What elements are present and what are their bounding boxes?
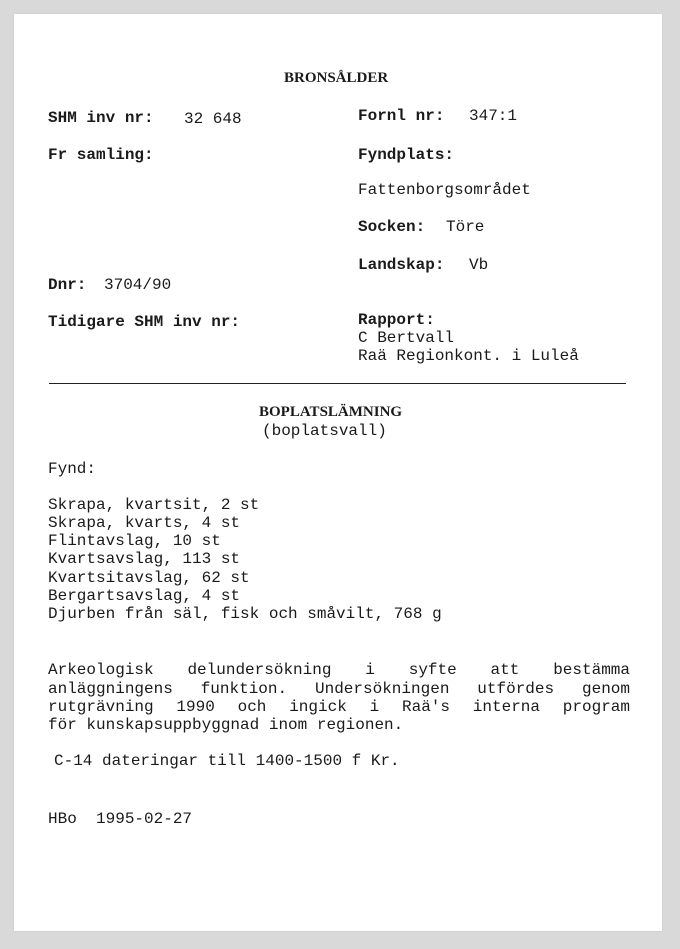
site-subtype: (boplatsvall) [262,422,387,440]
landskap-label: Landskap: [358,256,445,274]
shm-inv-value: 32 648 [184,110,242,128]
dnr-label: Dnr: [48,276,87,294]
shm-inv-label: SHM inv nr: [48,109,154,127]
divider [49,383,626,384]
dating-text: C-14 dateringar till 1400-1500 f Kr. [54,752,400,770]
list-item: Kvartsavslag, 113 st [48,550,241,568]
description-line-2: anläggningens funktion. Undersökningen utfördes genom [48,680,630,698]
fornl-value: 347:1 [469,107,518,125]
list-item: Skrapa, kvartsit, 2 st [48,496,260,514]
fyndplats-value: Fattenborgsområdet [358,181,531,199]
period-heading: BRONSÅLDER [284,70,389,86]
socken-label: Socken: [358,218,426,236]
dnr-value: 3704/90 [104,276,172,294]
list-item: Djurben från säl, fisk och småvilt, 768 g [48,605,442,623]
list-item: Kvartsitavslag, 62 st [48,569,250,587]
signature-date: HBo 1995-02-27 [48,810,193,828]
rapport-author: C Bertvall [358,329,455,347]
landskap-value: Vb [469,256,489,274]
list-item: Skrapa, kvarts, 4 st [48,514,241,532]
fynd-label: Fynd: [48,460,97,478]
fyndplats-label: Fyndplats: [358,146,455,164]
rapport-label: Rapport: [358,311,435,329]
list-item: Flintavslag, 10 st [48,532,221,550]
tidigare-shm-label: Tidigare SHM inv nr: [48,313,241,331]
description-line-1: Arkeologisk delundersökning i syfte att bestämma [48,661,630,679]
socken-value: Töre [446,218,485,236]
site-type: BOPLATSLÄMNING [259,404,403,420]
list-item: Bergartsavslag, 4 st [48,587,241,605]
description-line-3: rutgrävning 1990 och ingick i Raä's interna program [48,698,630,716]
description-line-4: för kunskapsuppbyggnad inom regionen. [48,716,404,734]
fr-samling-label: Fr samling: [48,146,154,164]
rapport-office: Raä Regionkont. i Luleå [358,347,579,365]
fornl-label: Fornl nr: [358,107,445,125]
